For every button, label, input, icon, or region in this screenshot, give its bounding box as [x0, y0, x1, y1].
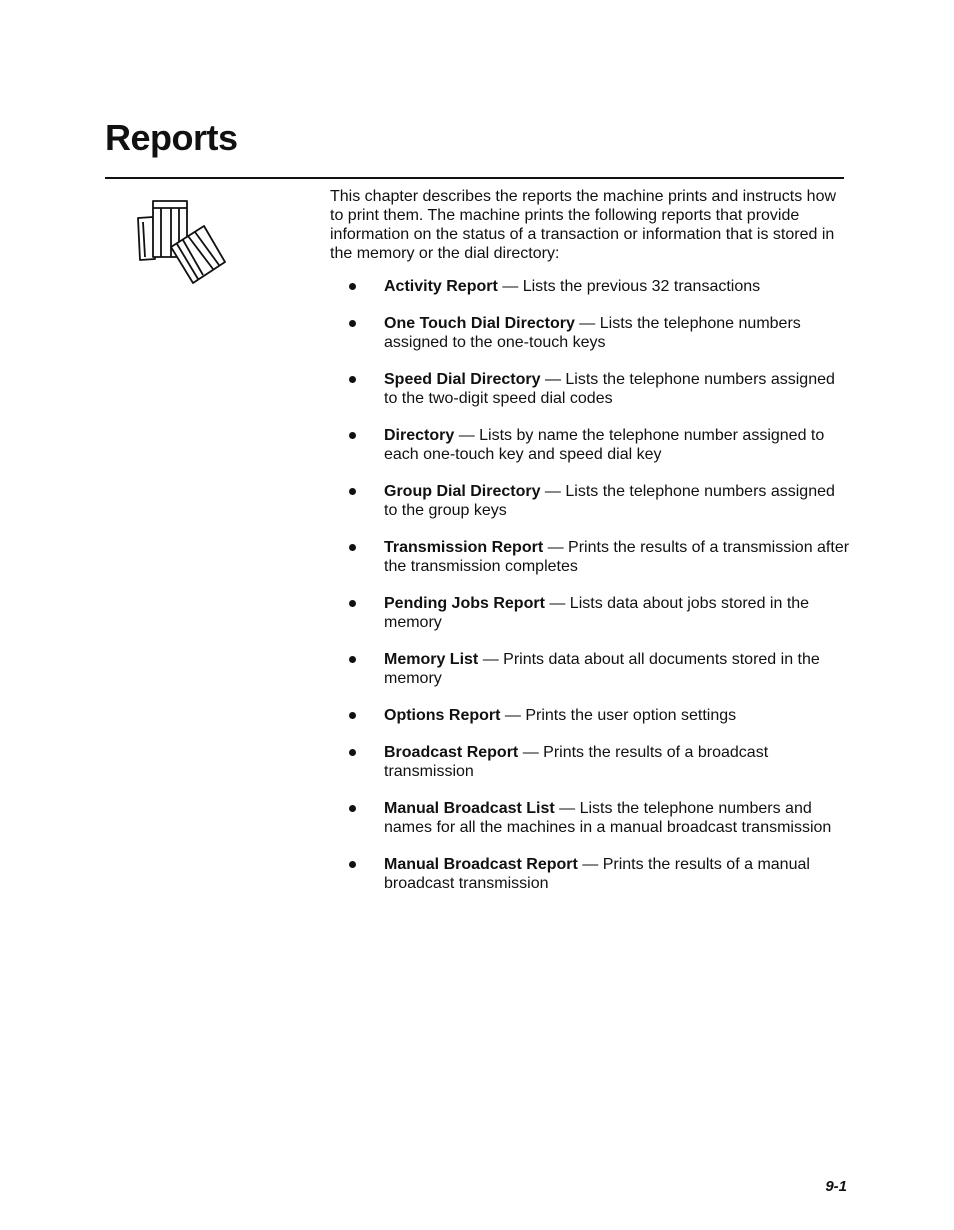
bullet-icon — [349, 712, 356, 719]
bullet-icon — [349, 376, 356, 383]
bullet-icon — [349, 320, 356, 327]
bullet-icon — [349, 749, 356, 756]
report-name: Options Report — [384, 707, 501, 724]
report-item-speed-dial-directory — [330, 370, 850, 408]
report-name: Memory List — [384, 651, 479, 668]
report-name: Pending Jobs Report — [384, 595, 545, 612]
report-name: Manual Broadcast List — [384, 800, 555, 817]
report-name: Broadcast Report — [384, 744, 519, 761]
report-description: Prints the user option settings — [525, 707, 737, 724]
report-description: Lists the previous 32 transactions — [522, 278, 761, 295]
report-item-one-touch-dial-directory — [330, 314, 850, 352]
separator: — — [500, 707, 526, 724]
bullet-icon — [349, 544, 356, 551]
bullet-icon — [349, 488, 356, 495]
separator: — — [497, 278, 523, 295]
report-item-broadcast-report — [330, 743, 850, 781]
report-name: Directory — [384, 427, 455, 444]
separator: — — [518, 744, 544, 761]
report-item-transmission-report — [330, 538, 850, 576]
report-item-options-report — [330, 706, 850, 725]
report-description: Lists the telephone numbers assigned to the group keys — [384, 483, 835, 519]
separator: — — [554, 800, 580, 817]
report-name: Speed Dial Directory — [384, 371, 541, 388]
report-description: Prints the results of a broadcast transmission — [384, 744, 769, 780]
report-name: Transmission Report — [384, 539, 544, 556]
bullet-icon — [349, 283, 356, 290]
page-title: Reports — [105, 117, 238, 158]
chapter-intro: This chapter describes the reports the machine prints and instructs how to print them. The machine prints the following reports that provide information on the status of a transaction or information that is stored in the memory or the dial directory: — [330, 188, 837, 262]
stacked-reports-icon — [133, 195, 228, 285]
report-description: Prints data about all documents stored in the memory — [384, 651, 820, 687]
bullet-icon — [349, 805, 356, 812]
report-description: Lists the telephone numbers and names for all the machines in a manual broadcast transmission — [384, 800, 832, 836]
report-item-group-dial-directory — [330, 482, 850, 520]
separator: — — [478, 651, 504, 668]
separator: — — [454, 427, 480, 444]
bullet-icon — [349, 656, 356, 663]
report-description: Lists the telephone numbers assigned to the two-digit speed dial codes — [384, 371, 835, 407]
report-description: Lists the telephone numbers assigned to the one-touch keys — [384, 315, 801, 351]
separator: — — [544, 595, 570, 612]
report-name: One Touch Dial Directory — [384, 315, 575, 332]
separator: — — [540, 371, 566, 388]
report-description: Prints the results of a transmission after the transmission completes — [384, 539, 850, 575]
report-item-activity — [330, 277, 850, 296]
report-name: Manual Broadcast Report — [384, 856, 578, 873]
report-description: Lists by name the telephone number assigned to each one-touch key and speed dial key — [384, 427, 825, 463]
bullet-icon — [349, 600, 356, 607]
report-item-directory — [330, 426, 850, 464]
report-item-manual-broadcast-report — [330, 855, 850, 893]
report-name: Activity Report — [384, 278, 498, 295]
bullet-icon — [349, 861, 356, 868]
report-item-memory-list — [330, 650, 850, 688]
separator: — — [543, 539, 569, 556]
page-number: 9-1 — [825, 1178, 847, 1195]
report-name: Group Dial Directory — [384, 483, 541, 500]
separator: — — [574, 315, 600, 332]
title-divider — [105, 177, 844, 179]
report-list — [330, 277, 850, 911]
report-description: Lists data about jobs stored in the memory — [384, 595, 810, 631]
bullet-icon — [349, 432, 356, 439]
report-description: Prints the results of a manual broadcast transmission — [384, 856, 810, 892]
report-item-manual-broadcast-list — [330, 799, 850, 837]
separator: — — [540, 483, 566, 500]
report-item-pending-jobs-report — [330, 594, 850, 632]
separator: — — [577, 856, 603, 873]
